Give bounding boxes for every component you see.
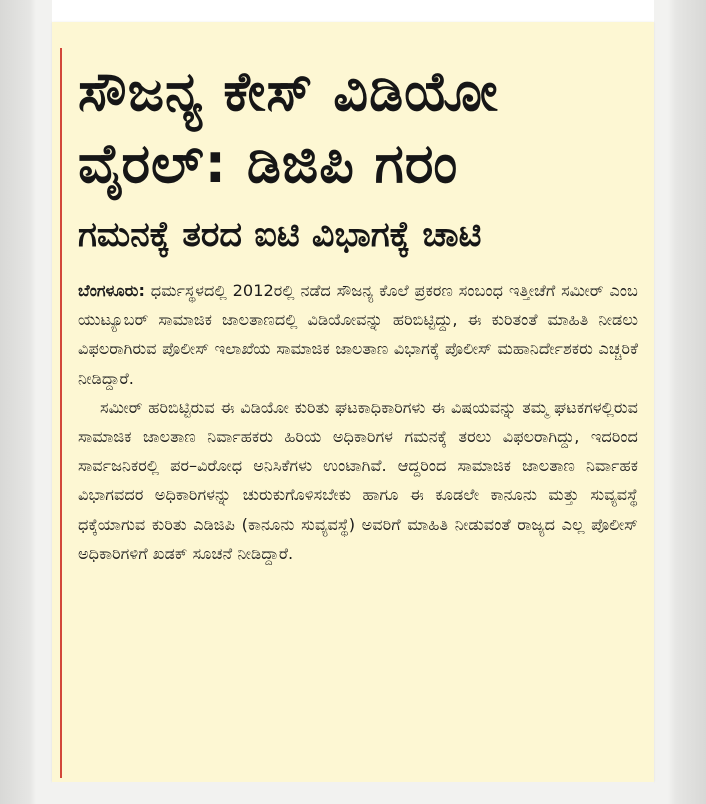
column-rule	[60, 48, 62, 778]
newspaper-clipping	[52, 22, 654, 782]
page-edge-top	[52, 0, 654, 22]
article-body	[78, 276, 638, 568]
headline: ಸೌಜನ್ಯ ಕೇಸ್ ವಿಡಿಯೋ ವೈರಲ್: ಡಿಜಿಪಿ ಗರಂ	[78, 60, 499, 195]
page-edge-bottom	[52, 782, 654, 804]
paragraph-1-text: ಧರ್ಮಸ್ಥಳದಲ್ಲಿ 2012ರಲ್ಲಿ ನಡೆದ ಸೌಜನ್ಯ ಕೊಲೆ ಪ್ರಕರಣ ಸಂಬಂಧ ಇತ್ತೀಚೆಗೆ ಸಮೀರ್ ಎಂಬ ಯುಟ್ಯೂಬರ್ ಸಾಮಾಜಿಕ ಜಾಲತಾಣದಲ್ಲಿ ವಿಡಿಯೋವನ್ನು ಹರಿಬಿಟ್ಟಿದ್ದು, ಈ ಕುರಿತಂತೆ ಮಾಹಿತಿ ನೀಡಲು ವಿಫಲರಾಗಿರುವ ಪೊಲೀಸ್ ಇಲಾಖೆಯ ಸಾಮಾಜಿಕ ಜಾಲತಾಣ ವಿಭಾಗಕ್ಕೆ ಪೊಲೀಸ್ ಮಹಾನಿರ್ದೇಶಕರು ಎಚ್ಚರಿಕೆ ನೀಡಿದ್ದಾರೆ.	[78, 281, 638, 388]
paragraph-1	[78, 276, 638, 393]
subheadline: ಗಮನಕ್ಕೆ ತರದ ಐಟಿ ವಿಭಾಗಕ್ಕೆ ಚಾಟಿ	[78, 215, 482, 255]
dateline: ಬೆಂಗಳೂರು:	[78, 281, 145, 300]
paragraph-2: ಸಮೀರ್ ಹರಿಬಿಟ್ಟಿರುವ ಈ ವಿಡಿಯೋ ಕುರಿತು ಘಟಕಾಧಿಕಾರಿಗಳು ಈ ವಿಷಯವನ್ನು ತಮ್ಮ ಘಟಕಗಳಲ್ಲಿರುವ ಸಾಮಾಜಿಕ ಜಾಲತಾಣ ನಿರ್ವಾಹಕರು ಹಿರಿಯ ಅಧಿಕಾರಿಗಳ ಗಮನಕ್ಕೆ ತರಲು ವಿಫಲರಾಗಿದ್ದು, ಇದರಿಂದ ಸಾರ್ವಜನಿಕರಲ್ಲಿ ಪರ–ವಿರೋಧ ಅನಿಸಿಕೆಗಳು ಉಂಟಾಗಿವೆ. ಆದ್ದರಿಂದ ಸಾಮಾಜಿಕ ಜಾಲತಾಣ ನಿರ್ವಾಹಕ ವಿಭಾಗವದರ ಅಧಿಕಾರಿಗಳನ್ನು ಚುರುಕುಗೊಳಿಸಬೇಕು ಹಾಗೂ ಈ ಕೂಡಲೇ ಕಾನೂನು ಮತ್ತು ಸುವ್ಯವಸ್ಥೆ ಧಕ್ಕೆಯಾಗುವ ಕುರಿತು ಎಡಿಜಿಪಿ (ಕಾನೂನು ಸುವ್ಯವಸ್ಥೆ) ಅವರಿಗೆ ಮಾಹಿತಿ ನೀಡುವಂತೆ ರಾಜ್ಯದ ಎಲ್ಲ ಪೊಲೀಸ್ ಅಧಿಕಾರಿಗಳಿಗೆ ಖಡಕ್ ಸೂಚನೆ ನೀಡಿದ್ದಾರೆ.	[78, 397, 638, 563]
